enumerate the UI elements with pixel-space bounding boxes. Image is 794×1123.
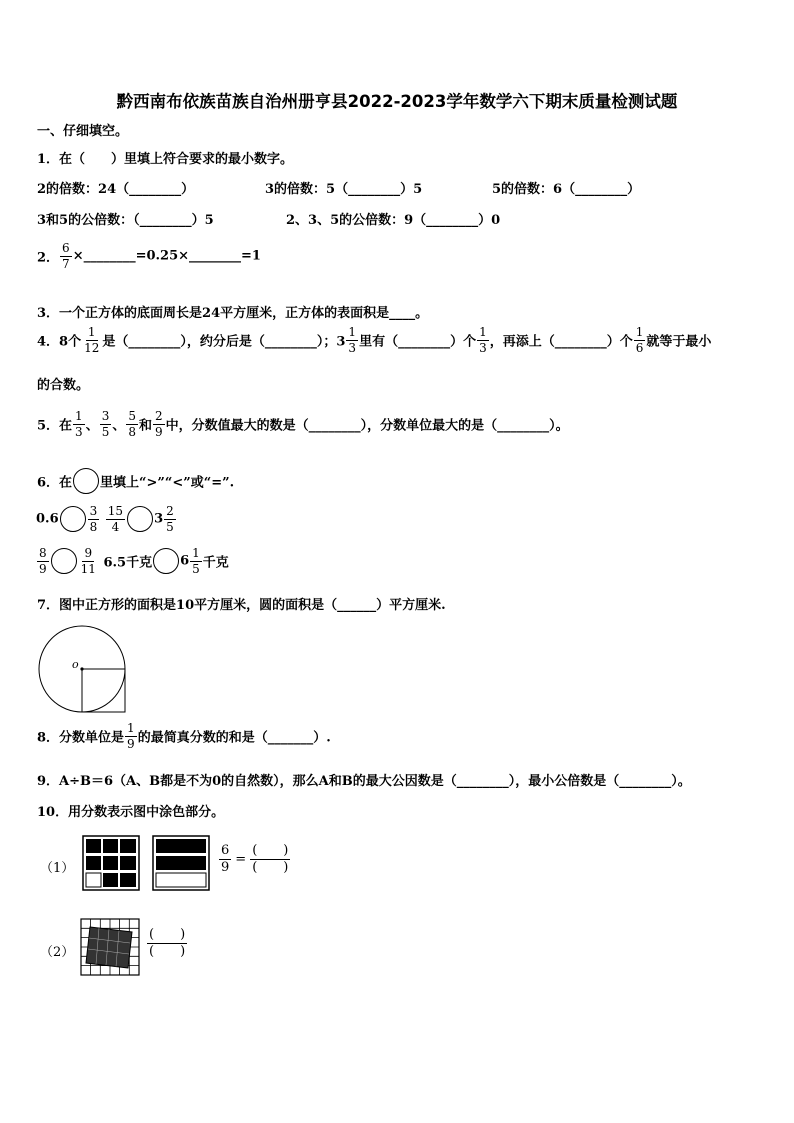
- section-heading: 一、仔细填空。: [37, 124, 129, 139]
- fraction: $\frac{6}{9}$: [221, 843, 230, 875]
- answer-fraction[interactable]: ( ) ( ): [252, 843, 289, 875]
- question-4: 4．8个 $\frac{1}{12}$ 是（________），约分后是（________）；3 $\frac{1}{3}$ 里有（________）个 $\frac{1}{3}$ ，再添上（________）个 $\frac{1}{6}$ 就等于最小: [37, 325, 712, 355]
- question-9: 9．A÷B＝6（A、B都是不为0的自然数），那么A和B的最大公因数是（________），最小公倍数是（________）。: [37, 774, 691, 789]
- circle-square-figure: [36, 624, 128, 714]
- compare-circle[interactable]: [60, 506, 86, 532]
- center-label: o: [72, 658, 79, 671]
- question-4-cont: 的合数。: [37, 378, 90, 393]
- q1-part-e: 2、3、5的公倍数：9（________）0: [286, 213, 501, 228]
- q10-label-2: （2）: [40, 945, 75, 960]
- tilted-square-grid: [80, 918, 140, 976]
- page-title: 黔西南布依族苗族自治州册亨县2022-2023学年数学六下期末质量检测试题: [116, 92, 678, 111]
- fraction: $\frac{1}{6}$: [635, 325, 644, 355]
- compare-circle: [73, 468, 99, 494]
- fraction: $\frac{3}{5}$: [101, 409, 110, 439]
- q6-row-1: 0.6 $\frac{3}{8}$ $\frac{15}{4}$ 3 $\frac{2}{5}$: [36, 504, 174, 534]
- q1-part-b: 3的倍数：5（________）5: [265, 182, 423, 197]
- fraction: $\frac{1}{5}$: [192, 546, 200, 576]
- question-1: 1．在（ ）里填上符合要求的最小数字。: [37, 152, 294, 167]
- shaded-grid-3x3: [82, 835, 140, 891]
- question-5: 5．在 $\frac{1}{3}$ 、 $\frac{3}{5}$ 、 $\frac{5}{8}$ 和 $\frac{2}{9}$ 中，分数值最大的数是（________），分数单位最大的是（________）。: [37, 409, 569, 439]
- q1-part-a: 2的倍数：24（________）: [37, 182, 195, 197]
- q10-label-1: （1）: [40, 861, 75, 876]
- fraction: $\frac{1}{3}$: [75, 409, 83, 439]
- fraction: $\frac{2}{9}$: [155, 409, 163, 439]
- fraction: $\frac{3}{8}$: [89, 504, 98, 534]
- question-2: 2． $\frac{6}{7}$ ×________=0.25×________=1: [37, 241, 261, 271]
- fraction: $\frac{1}{9}$: [127, 721, 135, 751]
- question-10: 10．用分数表示图中涂色部分。: [37, 805, 225, 820]
- answer-fraction[interactable]: ( ) ( ): [149, 927, 186, 959]
- compare-circle[interactable]: [127, 506, 153, 532]
- fraction: $\frac{6}{7}$: [62, 241, 70, 271]
- fraction: $\frac{2}{5}$: [166, 504, 174, 534]
- fraction: $\frac{8}{9}$: [39, 546, 47, 576]
- q10-equation: $\frac{6}{9}$ = ( ) ( ): [221, 843, 289, 875]
- compare-circle[interactable]: [51, 548, 77, 574]
- question-7: 7．图中正方形的面积是10平方厘米，圆的面积是（______）平方厘米.: [37, 598, 446, 613]
- fraction: $\frac{9}{11}$: [80, 546, 96, 576]
- fraction: $\frac{15}{4}$: [107, 504, 124, 534]
- question-6: 6．在 里填上“>”“<”或“=”.: [37, 468, 234, 494]
- q10-answer-2[interactable]: [146, 928, 188, 958]
- fraction: $\frac{5}{8}$: [128, 409, 136, 439]
- q6-row-2: $\frac{8}{9}$ $\frac{9}{11}$ 6.5千克 6 $\frac{1}{5}$ 千克: [39, 546, 229, 576]
- shaded-bars-3: [152, 835, 210, 891]
- fraction: $\frac{1}{12}$: [84, 325, 100, 355]
- q1-part-d: 3和5的公倍数：（________）5: [37, 213, 214, 228]
- q1-part-c: 5的倍数：6（________）: [492, 182, 641, 197]
- compare-circle[interactable]: [153, 548, 179, 574]
- fraction: $\frac{1}{3}$: [348, 325, 357, 355]
- fraction: $\frac{1}{3}$: [479, 325, 487, 355]
- question-8: 8．分数单位是 $\frac{1}{9}$ 的最简真分数的和是（_______）.: [37, 721, 331, 751]
- question-3: 3．一个正方体的底面周长是24平方厘米，正方体的表面积是____。: [37, 306, 429, 321]
